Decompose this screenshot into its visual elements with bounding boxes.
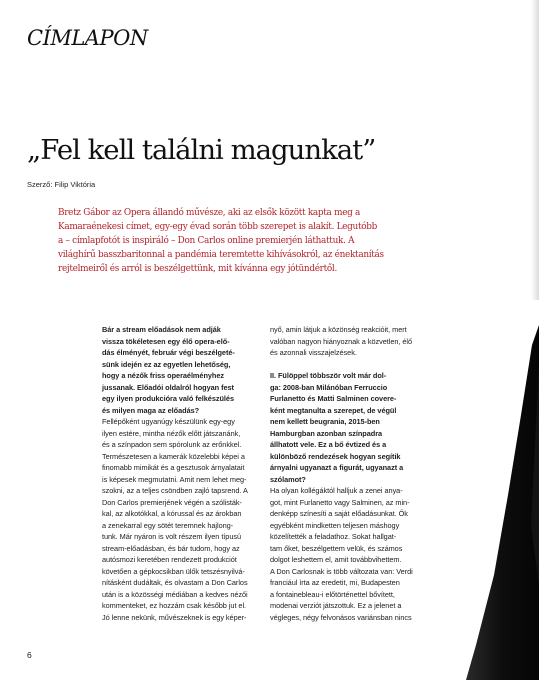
page-edge-shadow — [531, 0, 539, 300]
body-text-line: követően a gépkocsikban ülők tetszésnyilvá- — [102, 566, 245, 576]
body-text-line: nításként dudáltak, és olvastam a Don Carlos — [102, 578, 248, 587]
body-text-line: árnyalni ugyanazt a figurát, ugyanazt a — [270, 463, 404, 472]
body-text-line: a fontainebleau-i előtörténettel bővített, — [270, 589, 395, 599]
body-text-line: franciául írta az eredetit, mi, Budapesten — [270, 578, 400, 587]
body-text-line: nem kellett beugrania, 2015-ben — [270, 417, 380, 426]
body-text-line: ként megtanulta a szerepet, de végül — [270, 405, 397, 415]
body-text-line: végleges, négy felvonásos variánsban nincs — [270, 612, 412, 622]
lead-line: a – címlapfotót is inspiráló – Don Carlos online premierjén láthattuk. A — [58, 236, 355, 247]
page-number: 6 — [27, 650, 32, 660]
body-text-line: valóban nagyon hiányoznak a közvetlen, élő — [270, 336, 413, 346]
body-text-line: autósmozi keretében rendezett produkciót — [102, 555, 237, 564]
body-text-line: denképp színesíti a saját előadásunkat. Ők — [270, 509, 408, 518]
body-text-line: Ha olyan kollégáktól halljuk a zenei anya- — [270, 486, 403, 495]
body-text-line: dolgot leshettem el, amit továbbvihettem. — [270, 555, 402, 564]
body-text-line: Don Carlos premierjének végén a szólisták- — [102, 497, 242, 507]
body-text-line: jussanak. Előadói oldalról hogyan fest — [102, 382, 234, 392]
lead-line: rejtelmeiről és arról is beszélgettünk, mit kívánna egy jótündértől. — [58, 264, 337, 275]
body-text-line: got, mint Furlanetto vagy Salminen, az min- — [270, 497, 410, 507]
body-text-line: tam őket, beszélgettem velük, és számos — [270, 543, 403, 553]
cover-figure-image — [436, 325, 539, 680]
body-text-line: és azonnali visszajelzések. — [270, 348, 357, 357]
body-text-line: Bár a stream előadások nem adják — [102, 325, 221, 334]
lead-paragraph — [58, 206, 448, 276]
body-text-line: vissza tökéletesen egy élő opera-elő- — [102, 336, 230, 346]
body-text-line: szólamot? — [270, 474, 306, 484]
body-text-line: állhatott vele. Ez a bő évtized és a — [270, 440, 387, 449]
body-text-line: sünk idején ez az egyetlen lehetőség, — [102, 359, 231, 369]
body-text-line: különböző rendezések hogyan segítik — [270, 451, 401, 461]
body-text-line: és a színpadon sem spórolunk az erőnkkel. — [102, 440, 242, 449]
lead-line: Bretz Gábor az Opera állandó művésze, aki az elsők között kapta meg a — [58, 208, 361, 218]
body-text-line: II. Fülöppel többször volt már dol- — [270, 371, 387, 380]
body-text-line: nyő, amin látjuk a közönség reakcióit, mert — [270, 325, 407, 334]
body-text-line: tunk. Már nyáron is volt részem ilyen típusú — [102, 532, 242, 541]
body-text-line: ga: 2008-ban Milánóban Ferruccio — [270, 382, 388, 392]
body-text-line — [270, 359, 433, 371]
body-text-line: modenai verziót játszottuk. Ez a jelenet a — [270, 601, 402, 610]
body-text-line: finomabb mimikát és a gesztusok árnyalatait — [102, 463, 245, 472]
body-text-line: egy ilyen produkcióra való felkészülés — [102, 394, 234, 403]
article-headline: „Fel kell találni magunkat” — [27, 134, 376, 166]
body-text-line: ilyen estére, mintha nézők előtt játszanánk, — [102, 428, 241, 438]
section-label: CÍMLAPON — [27, 26, 148, 50]
body-text-line: közelítették a feladathoz. Sokat hallgat- — [270, 532, 397, 541]
body-text-line: is képesek megmutatni. Amit nem lehet meg- — [102, 474, 247, 484]
body-text-line: kal, az alkotókkal, a kórussal és az árokban — [102, 509, 242, 518]
body-text-line: a zenekarral egy sötét teremnek hajlong- — [102, 520, 234, 530]
lead-line: világhírű basszbaritonnal a pandémia teremtette kihívásokról, az énektanítás — [58, 250, 384, 261]
body-text-line: és milyen maga az előadás? — [102, 405, 200, 415]
body-text-line: Hamburgban azonban színpadra — [270, 428, 383, 438]
byline: Szerző: Filip Viktória — [27, 180, 96, 189]
body-text-line: A Don Carlosnak is több változata van: Verdi — [270, 566, 413, 576]
body-column-1 — [102, 324, 262, 623]
body-text-line: szokni, az a teljes csöndben zajló tapsrend. A — [102, 486, 248, 495]
lead-line: Kamaraénekesi címet, egy-egy évad során több szerepet is alakít. Legutóbb — [58, 222, 378, 233]
body-text-line: kommenteket, ez hozzám csak később jut el. — [102, 601, 247, 610]
body-text-line: Furlanetto és Matti Salminen covere- — [270, 394, 397, 403]
body-text-line: Természetesen a kamerák közelebbi képei a — [102, 451, 245, 461]
body-text-line: Jó lenne nekünk, művészeknek is egy képer- — [102, 612, 247, 622]
body-text-line: egyébként mindketten teljesen máshogy — [270, 520, 400, 530]
body-column-2 — [270, 324, 433, 623]
body-text-line: hogy a nézők friss operaélményhez — [102, 371, 225, 380]
body-text-line: Fellépőként ugyanúgy készülünk egy-egy — [102, 417, 235, 426]
body-text-line: dás élményét, február végi beszélgeté- — [102, 348, 235, 357]
body-text-line: stream-előadásban, és bár tudom, hogy az — [102, 543, 240, 553]
body-text-line: után is a közösségi médiában a kedves nézői — [102, 589, 248, 599]
